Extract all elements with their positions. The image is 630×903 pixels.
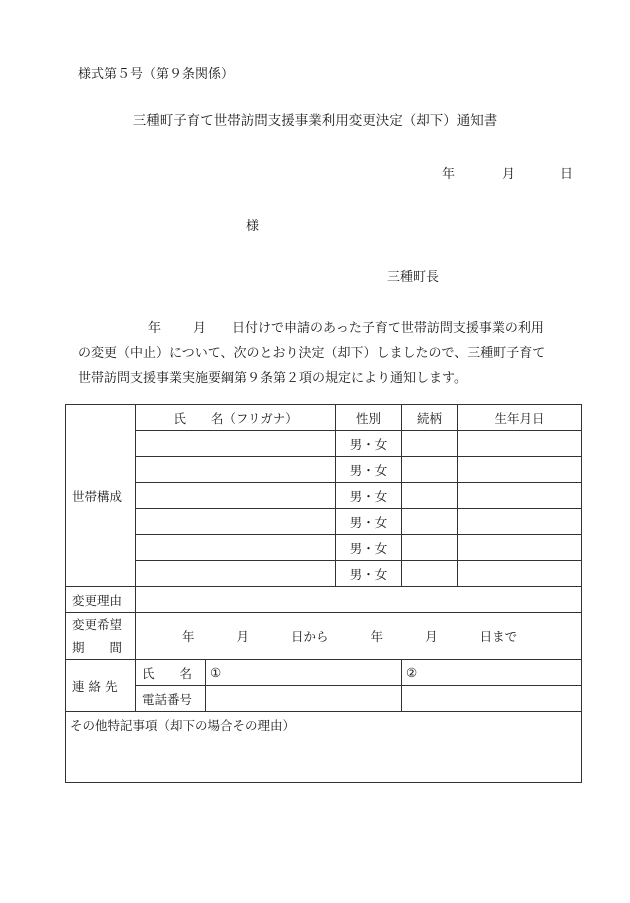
birthdate-cell[interactable] [458, 561, 582, 587]
contact-name-label: 氏 名 [136, 660, 206, 686]
body-line-3: 世帯訪問支援事業実施要綱第９条第２項の規定により通知します。 [78, 371, 467, 386]
member-row [66, 431, 582, 457]
period-from-day: 日から [291, 629, 329, 644]
body-year: 年 [148, 321, 162, 336]
period-from-month: 月 [236, 629, 250, 644]
member-name-cell[interactable] [136, 509, 336, 535]
member-row [66, 509, 582, 535]
household-label: 世帯構成 [66, 405, 136, 587]
period-to-year: 年 [370, 629, 384, 644]
gender-cell[interactable]: 男・女 [336, 457, 402, 483]
contact-label: 連 絡 先 [66, 660, 136, 712]
member-row [66, 535, 582, 561]
relation-cell[interactable] [402, 561, 458, 587]
contact-phone-label: 電話番号 [136, 686, 206, 712]
relation-cell[interactable] [402, 535, 458, 561]
body-line-1-text: 日付けで申請のあった子育て世帯訪問支援事業の利用 [232, 321, 544, 336]
birthdate-cell[interactable] [458, 509, 582, 535]
period-from-year: 年 [182, 629, 195, 644]
header-gender: 性別 [336, 405, 402, 431]
period-to-month: 月 [425, 629, 438, 644]
member-row [66, 483, 582, 509]
relation-cell[interactable] [402, 509, 458, 535]
date-day: 日 [560, 167, 574, 182]
member-name-cell[interactable] [136, 457, 336, 483]
member-name-cell[interactable] [136, 483, 336, 509]
other-notes-field[interactable] [66, 712, 582, 783]
contact-mark-1: ① [210, 665, 222, 680]
member-name-cell[interactable] [136, 535, 336, 561]
gender-cell[interactable]: 男・女 [336, 535, 402, 561]
relation-cell[interactable] [402, 457, 458, 483]
relation-cell[interactable] [402, 483, 458, 509]
member-name-cell[interactable] [136, 431, 336, 457]
header-birthdate: 生年月日 [458, 405, 582, 431]
period-field[interactable] [136, 613, 582, 660]
gender-cell[interactable]: 男・女 [336, 483, 402, 509]
member-name-cell[interactable] [136, 561, 336, 587]
period-to-day: 日まで [479, 629, 518, 644]
header-relation: 続柄 [402, 405, 458, 431]
gender-cell[interactable]: 男・女 [336, 509, 402, 535]
contact-phone-2-field[interactable] [402, 686, 582, 712]
body-line-2: の変更（中止）について、次のとおり決定（却下）しましたので、三種町子育て [78, 346, 546, 361]
gender-cell[interactable]: 男・女 [336, 431, 402, 457]
body-text [78, 316, 545, 391]
birthdate-cell[interactable] [458, 457, 582, 483]
header-name: 氏 名（フリガナ） [136, 405, 336, 431]
period-label-line-2: 期 間 [72, 640, 123, 655]
contact-mark-2: ② [406, 665, 418, 680]
change-reason-field[interactable] [136, 587, 582, 613]
contact-name-1-field[interactable] [206, 660, 402, 686]
period-label-line-1: 変更希望 [72, 617, 123, 632]
notice-table [65, 404, 582, 783]
contact-phone-1-field[interactable] [206, 686, 402, 712]
birthdate-cell[interactable] [458, 535, 582, 561]
member-row [66, 561, 582, 587]
date-year: 年 [442, 167, 456, 182]
date-month: 月 [502, 167, 516, 182]
document-title: 三種町子育て世帯訪問支援事業利用変更決定（却下）通知書 [132, 113, 498, 129]
contact-name-2-field[interactable] [402, 660, 582, 686]
issuer: 三種町長 [387, 270, 440, 285]
recipient-suffix: 様 [246, 219, 260, 234]
other-notes-label: その他特記事項（却下の場合その理由） [70, 718, 296, 733]
form-number: 様式第５号（第９条関係） [78, 67, 235, 82]
member-row [66, 457, 582, 483]
body-month: 月 [193, 321, 207, 336]
birthdate-cell[interactable] [458, 431, 582, 457]
date-line [442, 163, 573, 182]
body-line-1 [78, 316, 545, 341]
relation-cell[interactable] [402, 431, 458, 457]
period-label [66, 613, 136, 660]
gender-cell[interactable]: 男・女 [336, 561, 402, 587]
birthdate-cell[interactable] [458, 483, 582, 509]
change-reason-label: 変更理由 [66, 587, 136, 613]
